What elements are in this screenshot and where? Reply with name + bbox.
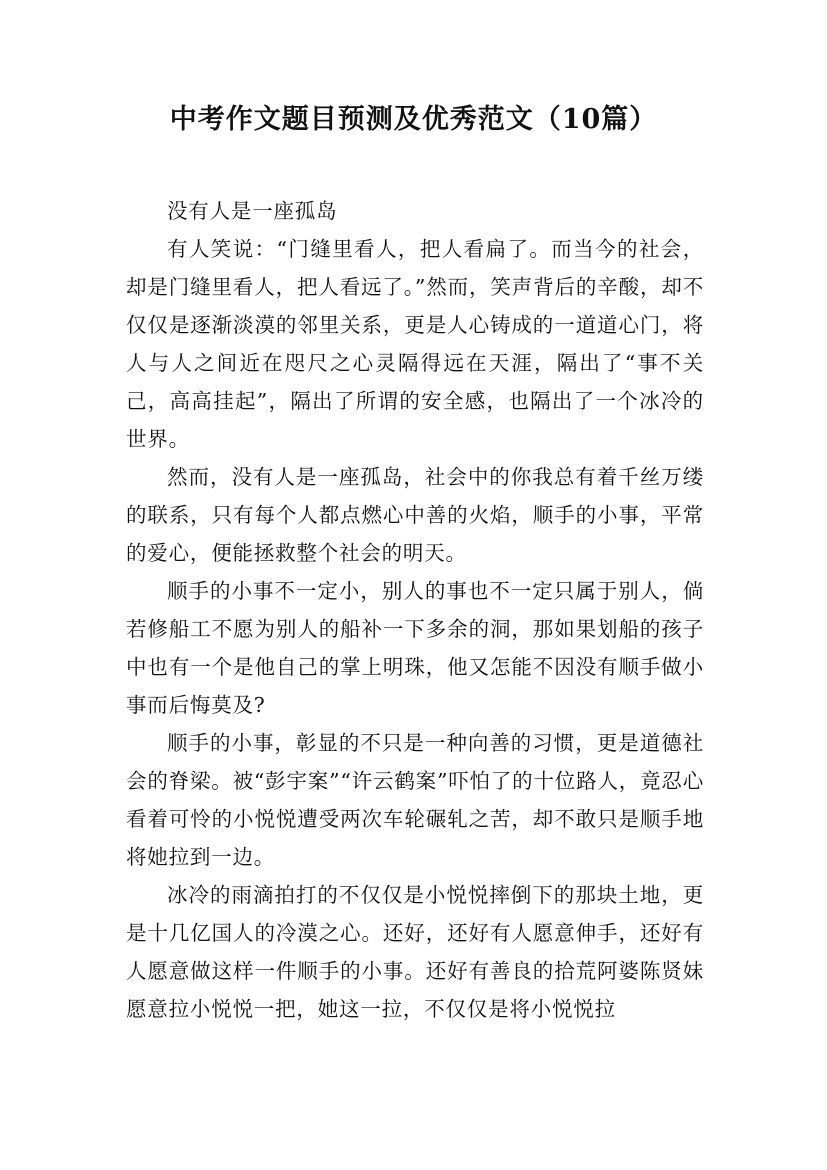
paragraph-1: 有人笑说：“门缝里看人，把人看扁了。而当今的社会，却是门缝里看人，把人看远了。”然而，笑声背后的辛酸，却不仅仅是逐渐淡漠的邻里关系，更是人心铸成的一道道心门，将人与人之间近在咫尺之心灵隔得远在天涯，隔出了“事不关己，高高挂起”，隔出了所谓的安全感，也隔出了一个冰冷的世界。 bbox=[126, 237, 704, 451]
paragraph-3: 顺手的小事不一定小，别人的事也不一定只属于别人，倘若修船工不愿为别人的船补一下多余的洞，那如果划船的孩子中也有一个是他自己的掌上明珠，他又怎能不因没有顺手做小事而后悔莫及? bbox=[126, 579, 704, 717]
document-title: 中考作文题目预测及优秀范文（10篇） bbox=[169, 104, 658, 135]
paragraph-4: 顺手的小事，彰显的不只是一种向善的习惯，更是道德社会的脊梁。被“彭宇案”“许云鹤案”吓怕了的十位路人，竟忍心看着可怜的小悦悦遭受两次车轮碾轧之苦，却不敢只是顺手地将她拉到一边。 bbox=[126, 731, 704, 869]
paragraph-2: 然而，没有人是一座孤岛，社会中的你我总有着千丝万缕的联系，只有每个人都点燃心中善的火焰，顺手的小事，平常的爱心，便能拯救整个社会的明天。 bbox=[126, 465, 704, 565]
essay-body bbox=[126, 192, 704, 1028]
paragraph-5: 冰冷的雨滴拍打的不仅仅是小悦悦摔倒下的那块土地，更是十几亿国人的冷漠之心。还好，还好有人愿意伸手，还好有人愿意做这样一件顺手的小事。还好有善良的拾荒阿婆陈贤妹愿意拉小悦悦一把，她这一拉，不仅仅是将小悦悦拉 bbox=[126, 883, 704, 1021]
essay-title: 没有人是一座孤岛 bbox=[167, 199, 338, 223]
